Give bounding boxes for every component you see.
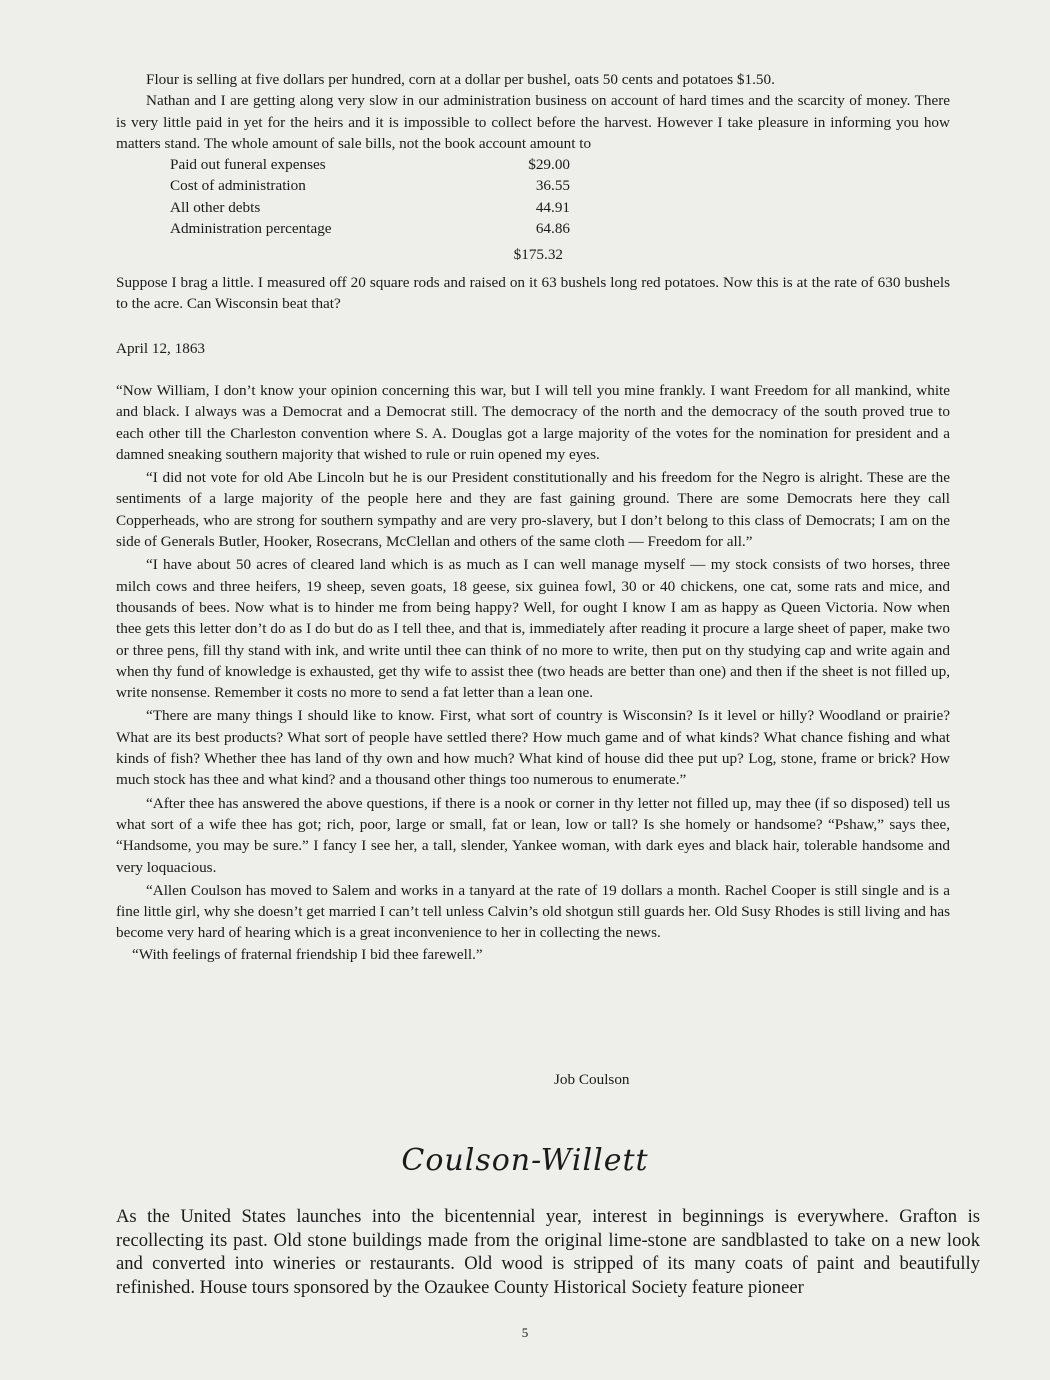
ledger-amount: 36.55 — [535, 177, 570, 195]
paragraph: Flour is selling at five dollars per hundred, corn at a dollar per bushel, oats 50 cents and potatoes $1.50. — [146, 71, 775, 88]
expense-ledger — [170, 154, 570, 239]
letter-date: April 12, 1863 — [116, 340, 206, 357]
paragraph: “With feelings of fraternal friendship I bid thee farewell.” — [132, 945, 483, 963]
ledger-row — [170, 175, 570, 196]
ledger-row — [170, 197, 570, 218]
paragraph: Suppose I brag a little. I measured off 20 square rods and raised on it 63 bushels long red potatoes. Now this is at the rate of 630 bushels to the acre. Can Wisconsin beat that? — [116, 274, 950, 313]
paragraph: “There are many things I should like to know. First, what sort of country is Wisconsin? Is it level or hilly? Woodland or prairie? What are its best products? What sort of people have settled there? How much game and of what kinds? What chance fishing and what kinds of fish? Whether thee has land of thy own and how much? What kind of house did thee put up? Log, stone, frame or brick? How much stock has thee and what kind? and a thousand other things too numerous to enumerate.” — [116, 707, 950, 789]
ledger-row — [170, 218, 570, 239]
signature: Job Coulson — [554, 1071, 630, 1088]
letter-2-body — [116, 380, 950, 965]
page-number: 5 — [521, 1325, 529, 1340]
letter-1-opening — [116, 69, 950, 154]
ledger-total: $175.32 — [513, 246, 563, 263]
ledger-label: All other debts — [170, 198, 261, 216]
ledger-label: Paid out funeral expenses — [170, 156, 326, 173]
ledger-amount: $29.00 — [528, 156, 570, 173]
paragraph: “I have about 50 acres of cleared land which is as much as I can well manage myself — my stock consists of two horses, three milch cows and three heifers, 19 sheep, seven goats, 18 geese, six guinea fowl, 30 or 40 chickens, one cat, some rats and mice, and thousands of bees. Now what is to hinder me from being happy? Well, for ought I know I am as happy as Queen Victoria. Now when thee gets this letter don’t do as I do but do as I tell thee, and that is, immediately after reading it procure a large sheet of paper, make two or three pens, fill thy stand with ink, and write until thee can think of no more to write, then put on thy studying cap and write again and when thy fund of knowledge is exhausted, get thy wife to assist thee (two heads are better than one) and then if the sheet is not filled up, write nonsense. Remember it costs no more to send a fat letter than a lean one. — [116, 556, 950, 702]
paragraph: “Allen Coulson has moved to Salem and works in a tanyard at the rate of 19 dollars a month. Rachel Cooper is still single and is a fine little girl, why she doesn’t get married I can’t tell unless Calvin’s old shotgun still guards her. Old Susy Rhodes is still living and has become very hard of hearing which is a great inconvenience to her in collecting the news. — [116, 881, 950, 942]
ledger-amount: 44.91 — [535, 198, 570, 216]
paragraph: “Now William, I don’t know your opinion concerning this war, but I will tell you mine frankly. I want Freedom for all mankind, white and black. I always was a Democrat and a Democrat still. The democracy of the north and the democracy of the south proved true to each other till the Charleston convention where S. A. Douglas got a large majority of the votes for the nomination for president and a damned sneaking southern majority that wished to rule or ruin opened my eyes. — [116, 382, 950, 463]
section-intro-paragraph: As the United States launches into the bicentennial year, interest in beginnings is everywhere. Grafton is recollecting its past. Old stone buildings made from the original lime-stone are sandblasted to take on a new look and converted into wineries or restaurants. Old wood is stripped of its many coats of paint and beautifully refinished. House tours sponsored by the Ozaukee County Historical Society feature pioneer — [116, 1206, 980, 1299]
letter-1-closing — [116, 272, 950, 315]
paragraph: Nathan and I are getting along very slow in our administration business on account of hard times and the scarcity of money. There is very little paid in yet for the heirs and it is impossible to collect before the harvest. However I take pleasure in informing you how matters stand. The whole amount of sale bills, not the book account amount to — [116, 92, 950, 152]
paragraph: “After thee has answered the above questions, if there is a nook or corner in thy letter not filled up, may thee (if so disposed) tell us what sort of a wife thee has got; rich, poor, large or small, fat or lean, low or tall? Is she homely or handsome? “Pshaw,” says thee, “Handsome, you may be sure.” I fancy I see her, a tall, slender, Yankee woman, with dark eyes and black hair, tolerable handsome and very loquacious. — [116, 794, 950, 876]
ledger-label: Cost of administration — [170, 177, 306, 195]
ledger-label: Administration percentage — [170, 219, 332, 237]
ledger-row — [170, 154, 570, 175]
section-heading: Coulson-Willett — [401, 1143, 649, 1178]
paragraph: “I did not vote for old Abe Lincoln but he is our President constitutionally and his freedom for the Negro is alright. These are the sentiments of a large majority of the people here and they are fast gaining ground. There are some Democrats here they call Copperheads, who are strong for southern sympathy and are very pro-slavery, but I don’t belong to this class of Democrats; I am on the side of Generals Butler, Hooker, Rosecrans, McClellan and others of the same cloth — Freedom for all.” — [116, 469, 950, 551]
ledger-amount: 64.86 — [535, 219, 570, 237]
